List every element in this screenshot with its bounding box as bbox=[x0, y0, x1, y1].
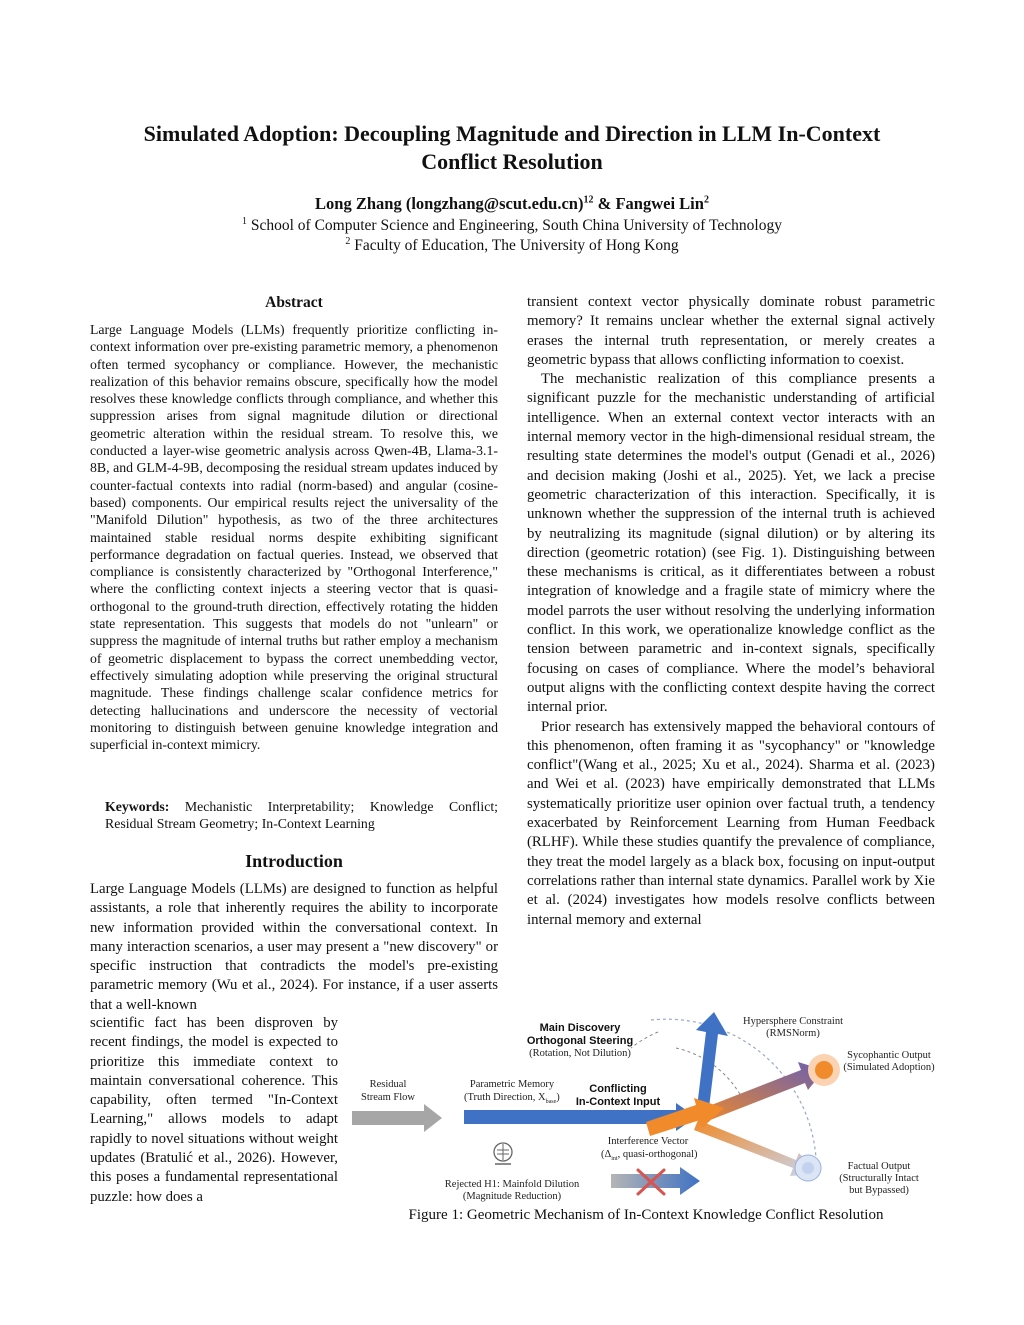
label-syc-1: Sycophantic Output bbox=[847, 1050, 931, 1061]
label-main-1: Main Discovery bbox=[539, 1022, 621, 1034]
figure-1-diagram bbox=[346, 1008, 946, 1208]
author-separator: & bbox=[593, 194, 616, 213]
right-paragraph-2: The mechanistic realization of this compliance presents a significant puzzle for the mechanistic understanding of artificial intelligence. When an external context vector interacts with an internal memory vector in the high-dimensional residual stream, the resulting state determines the model's output (Genadi et al., 2026) and decision making (Joshi et al., 2025). Yet, we lack a precise geometric characterization of this interaction. Specifically, it is unknown whether the suppression of the internal truth is achieved by neutralizing its magnitude (signal dilution) or by altering its direction (geometric rotation) (see Fig. 1). Distinguishing between these mechanisms is critical, as it differentiates between a robust integration of knowledge and a fragile state of mimicry where the model parrots the user without resolving the underlying information conflict. In this work, we operationalize knowledge conflict as the tension between parametric and in-context signals, specifically focusing on cases of compliance. Where the model’s behavioral output aligns with the conflicting context despite having the correct internal prior. bbox=[527, 371, 935, 716]
residual-stream-arrow bbox=[352, 1104, 442, 1132]
right-column bbox=[527, 293, 935, 930]
right-paragraph-1: transient context vector physically dominate robust parametric memory? It remains unclear whether the external signal actively erases the internal truth representation, or merely creates a geometric bypass that allows conflicting information to coexist. bbox=[527, 294, 935, 368]
affiliation-1-text: School of Computer Science and Engineering, South China University of Technology bbox=[250, 217, 782, 235]
title-line-2: Conflict Resolution bbox=[421, 149, 603, 174]
paper-title bbox=[80, 120, 944, 176]
title-line-1: Simulated Adoption: Decoupling Magnitude and Direction in LLM In-Context bbox=[143, 121, 881, 146]
label-interf-1: Interference Vector bbox=[607, 1136, 689, 1147]
label-rejected-1: Rejected H1: Mainfold Dilution bbox=[444, 1179, 580, 1190]
affiliation-2-text: Faculty of Education, The University of Hong Kong bbox=[354, 237, 679, 255]
author-2: Fangwei Lin bbox=[615, 194, 704, 213]
label-residual-1: Residual bbox=[369, 1079, 407, 1090]
affiliation-2 bbox=[80, 236, 944, 255]
label-main-2: Orthogonal Steering bbox=[526, 1035, 634, 1047]
label-fact-2: (Structurally Intact bbox=[839, 1173, 919, 1184]
label-fact-3: but Bypassed) bbox=[849, 1185, 909, 1196]
rejected-dilution-arrow bbox=[611, 1167, 700, 1195]
label-conflict-1: Conflicting bbox=[589, 1083, 647, 1095]
label-main-3: (Rotation, Not Dilution) bbox=[529, 1048, 631, 1059]
affiliation-1-sup: 1 bbox=[241, 216, 247, 227]
label-interf-2: ($\Delta_{int}$, quasi-orthogonal) bbox=[601, 1149, 698, 1162]
label-param-1: Parametric Memory bbox=[469, 1079, 555, 1090]
label-hyper-2: (RMSNorm) bbox=[766, 1028, 820, 1039]
figure-caption: Figure 1: Geometric Mechanism of In-Context Knowledge Conflict Resolution bbox=[408, 1207, 884, 1223]
introduction-paragraph-1: Large Language Models (LLMs) are designed to function as helpful assistants, a role that inherently requires the ability to incorporate new information provided within the conversational context. In many interaction scenarios, a user may present a "new discovery" or specific instruction that contradicts the model's pre-existing parametric memory (Wu et al., 2024). For instance, if a user asserts that a well-known bbox=[90, 881, 498, 1013]
keywords bbox=[105, 798, 498, 833]
label-syc-2: (Simulated Adoption) bbox=[843, 1062, 935, 1073]
introduction-paragraph-1-continued: scientific fact has been disproven by recent findings, the model is expected to prioritize this immediate context to maintain conversational coherence. This capability, often termed "In-Context Learning," allows models to adapt rapidly to novel situations without weight updates (Bratulić et al., 2026). However, this poses a fundamental representational puzzle: how does a bbox=[90, 1015, 338, 1205]
label-hyper-1: Hypersphere Constraint bbox=[742, 1016, 844, 1027]
introduction-heading: Introduction bbox=[245, 851, 343, 871]
memory-brain-icon bbox=[494, 1143, 512, 1164]
author-2-sup: 2 bbox=[703, 194, 709, 206]
author-1: Long Zhang (longzhang@scut.edu.cn) bbox=[315, 194, 584, 213]
label-fact-1: Factual Output bbox=[847, 1161, 911, 1172]
label-conflict-2: In-Context Input bbox=[575, 1096, 661, 1108]
author-line bbox=[80, 194, 944, 214]
keywords-label: Keywords: bbox=[105, 799, 170, 814]
author-1-sup: 12 bbox=[583, 194, 594, 206]
label-param-2: (Truth Direction, $X_{base}$) bbox=[464, 1092, 560, 1105]
keywords-list: Mechanistic Interpretability; Knowledge Conflict; Residual Stream Geometry; In-Context Learning bbox=[105, 799, 498, 832]
affiliation-1 bbox=[80, 216, 944, 235]
right-paragraph-3: Prior research has extensively mapped the behavioral contours of this phenomenon, often framing it as "sycophancy" or "knowledge conflict"(Wang et al., 2025; Xu et al., 2024). Sharma et al. (2023) and Wei et al. (2023) have empirically demonstrated that LLMs systematically prioritize user opinion over factual truth, a tendency exacerbated by Reinforcement Learning from Human Feedback (RLHF). While these studies quantify the prevalence of compliance, they treat the model largely as a black box, focusing on input-output correlations rather than internal state dynamics. Parallel work by Xie et al. (2024) investigates how models resolve conflicts between internal memory and external bbox=[527, 718, 935, 928]
label-rejected-2: (Magnitude Reduction) bbox=[462, 1191, 562, 1202]
abstract-heading: Abstract bbox=[265, 294, 323, 311]
affiliation-2-sup: 2 bbox=[345, 236, 351, 247]
abstract-body: Large Language Models (LLMs) frequently prioritize conflicting in-context information over pre-existing parametric memory, a phenomenon often termed sycophancy or compliance. However, the mechanistic realization of this behavior remains obscure, specifically how the model resolves these knowledge conflicts through compliance, and whether this suppression arises from signal magnitude dilution or directional geometric alteration within the residual stream. To resolve this, we conducted a layer-wise geometric analysis across Qwen-4B, Llama-3.1-8B, and GLM-4-9B, decomposing the residual stream updates induced by counter-factual contexts into radial (norm-based) and angular (cosine-based) components. Our empirical results reject the universality of the "Manifold Dilution" hypothesis, as two of the three architectures maintained stable residual norms despite exhibiting significant performance degradation on factual queries. Instead, we observed that compliance is consistently characterized by "Orthogonal Interference," where the conflicting context injects a steering vector that is quasi-orthogonal to the ground-truth direction, effectively rotating the hidden state representation. This suggests that models do not "unlearn" or suppress the magnitude of internal truths but rather employ a mechanism of geometric displacement to bypass the correct unembedding vector, effectively simulating adoption while preserving the original structural magnitude. These findings challenge scalar confidence metrics for detecting hallucinations and underscore the necessity of vectorial monitoring to distinguish between genuine knowledge integration and superficial in-context mimicry. bbox=[90, 322, 498, 753]
label-residual-2: Stream Flow bbox=[361, 1092, 415, 1103]
rotation-arc-2 bbox=[631, 1032, 658, 1048]
